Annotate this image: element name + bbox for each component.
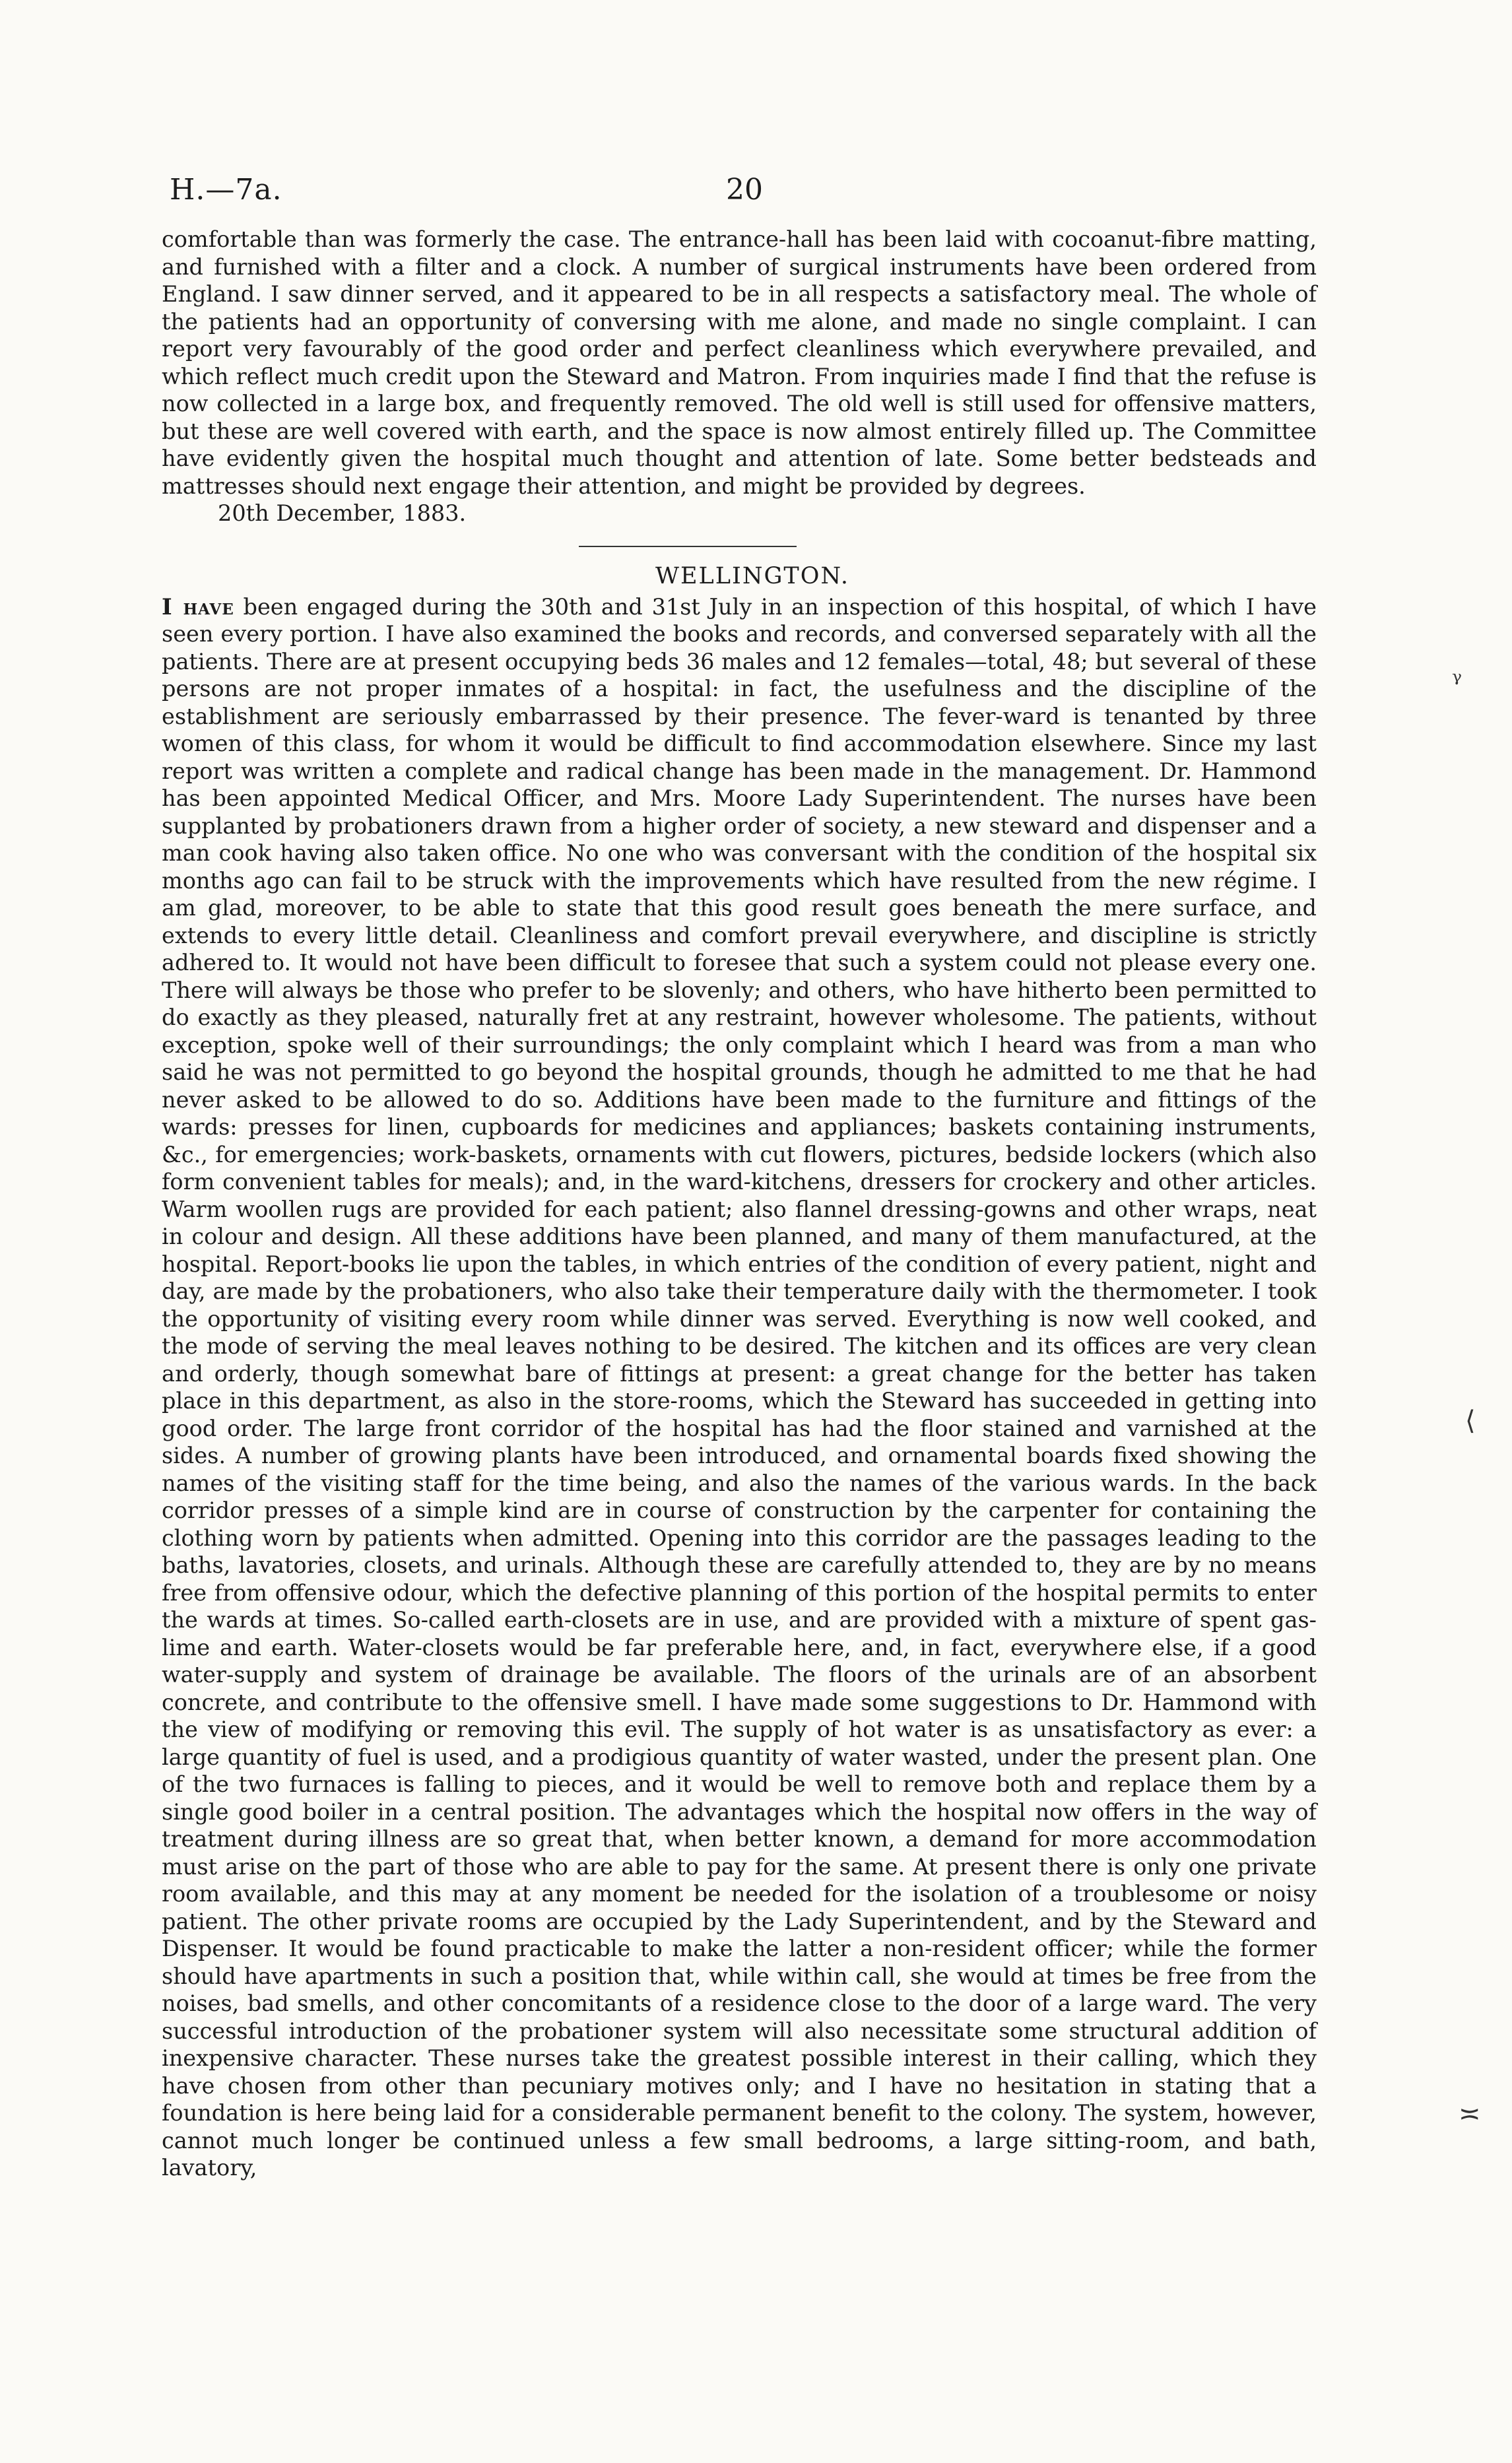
page-header <box>162 173 1317 226</box>
section-title: WELLINGTON. <box>655 562 849 589</box>
continued-paragraph <box>162 226 1317 500</box>
section-divider <box>579 546 797 547</box>
margin-mark-icon: ⟨ <box>1465 1406 1476 1436</box>
section-body <box>162 593 1317 2182</box>
section-paragraph <box>162 593 1317 2182</box>
margin-mark-icon: ≍ <box>1459 2099 1481 2129</box>
report-date: 20th December, 1883. <box>218 500 467 526</box>
lead-words: I have <box>162 593 234 620</box>
document-page <box>162 173 1317 2182</box>
margin-mark-icon: ᵞ <box>1452 667 1463 697</box>
section-text: been engaged during the 30th and 31st July in an inspection of this hospital, of which I have seen every portion. I have also examined the books and records, and conversed separately with all the patients. There are at present occupying beds 36 males and 12 females—total, 48; but several of these persons are not proper inmates of a hospital: in fact, the usefulness and the discipline of the establishment are seriously embarrassed by their presence. The fever-ward is tenanted by three women of this class, for whom it would be difficult to find accommodation elsewhere. Since my last report was written a complete and radical change has been made in the management. Dr. Hammond has been appointed Medical Officer, and Mrs. Moore Lady Superintendent. The nurses have been supplanted by probationers drawn from a higher order of society, a new steward and dispenser and a man cook having also taken office. No one who was conversant with the condition of the hospital six months ago can fail to be struck with the improvements which have resulted from the new régime. I am glad, moreover, to be able to state that this good result goes beneath the mere surface, and extends to every little detail. Cleanliness and comfort prevail everywhere, and discipline is strictly adhered to. It would not have been difficult to foresee that such a system could not please every one. There will always be those who prefer to be slovenly; and others, who have hitherto been permitted to do exactly as they pleased, naturally fret at any restraint, however wholesome. The patients, without exception, spoke well of their surroundings; the only complaint which I heard was from a man who said he was not permitted to go beyond the hospital grounds, though he admitted to me that he had never asked to be allowed to do so. Additions have been made to the furniture and fittings of the wards: presses for linen, cupboards for medicines and appliances; baskets containing instruments, &c., for emergencies; work-baskets, ornaments with cut flowers, pictures, bedside lockers (which also form convenient tables for meals); and, in the ward-kitchens, dressers for crockery and other articles. Warm woollen rugs are provided for each patient; also flannel dressing-gowns and other wraps, neat in colour and design. All these additions have been planned, and many of them manufactured, at the hospital. Report-books lie upon the tables, in which entries of the condition of every patient, night and day, are made by the probationers, who also take their temperature daily with the thermometer. I took the opportunity of visiting every room while dinner was served. Everything is now well cooked, and the mode of serving the meal leaves nothing to be desired. The kitchen and its offices are very clean and orderly, though somewhat bare of fittings at present: a great change for the better has taken place in this department, as also in the store-rooms, which the Steward has succeeded in getting into good order. The large front corridor of the hospital has had the floor stained and varnished at the sides. A number of growing plants have been introduced, and ornamental boards fixed showing the names of the visiting staff for the time being, and also the names of the various wards. In the back corridor presses of a simple kind are in course of construction by the carpenter for containing the clothing worn by patients when admitted. Opening into this corridor are the passages leading to the baths, lavatories, closets, and urinals. Although these are carefully attended to, they are by no means free from offensive odour, which the defective planning of this portion of the hospital permits to enter the wards at times. So-called earth-closets are in use, and are provided with a mixture of spent gas-lime and earth. Water-closets would be far preferable here, and, in fact, everywhere else, if a good water-supply and system of drainage be available. The floors of the urinals are of an absorbent concrete, and contribute to the offensive smell. I have made some suggestions to Dr. Hammond with the view of modifying or removing this evil. The supply of hot water is as unsatisfactory as ever: a large quantity of fuel is used, and a prodigious quantity of water wasted, under the present plan. One of the two furnaces is falling to pieces, and it would be well to remove both and replace them by a single good boiler in a central position. The advantages which the hospital now offers in the way of treatment during illness are so great that, when better known, a demand for more accommodation must arise on the part of those who are able to pay for the same. At present there is only one private room available, and this may at any moment be needed for the isolation of a troublesome or noisy patient. The other private rooms are occupied by the Lady Superintendent, and by the Steward and Dispenser. It would be found practicable to make the latter a non-resident officer; while the former should have apartments in such a position that, while within call, she would at times be free from the noises, bad smells, and other concomitants of a residence close to the door of a large ward. The very successful introduction of the probationer system will also necessitate some structural addition of inexpensive character. These nurses take the greatest possible interest in their calling, which they have chosen from other than pecuniary motives only; and I have no hesitation in stating that a foundation is here being laid for a considerable permanent benefit to the colony. The system, however, cannot much longer be continued unless a few small bedrooms, a large sitting-room, and bath, lavatory, <box>162 593 1317 2181</box>
document-reference: H.—7a. <box>170 173 282 207</box>
page-number: 20 <box>726 173 763 207</box>
paragraph-text: comfortable than was formerly the case. The entrance-hall has been laid with cocoanut-fibre matting, and furnished with a filter and a clock. A number of surgical instruments have been ordered from England. I saw dinner served, and it appeared to be in all respects a satisfactory meal. The whole of the patients had an opportunity of conversing with me alone, and made no single complaint. I can report very favourably of the good order and perfect cleanliness which everywhere prevailed, and which reflect much credit upon the Steward and Matron. From inquiries made I find that the refuse is now collected in a large box, and frequently removed. The old well is still used for offensive matters, but these are well covered with earth, and the space is now almost entirely filled up. The Committee have evidently given the hospital much thought and attention of late. Some better bedsteads and mattresses should next engage their attention, and might be provided by degrees. <box>162 226 1317 499</box>
